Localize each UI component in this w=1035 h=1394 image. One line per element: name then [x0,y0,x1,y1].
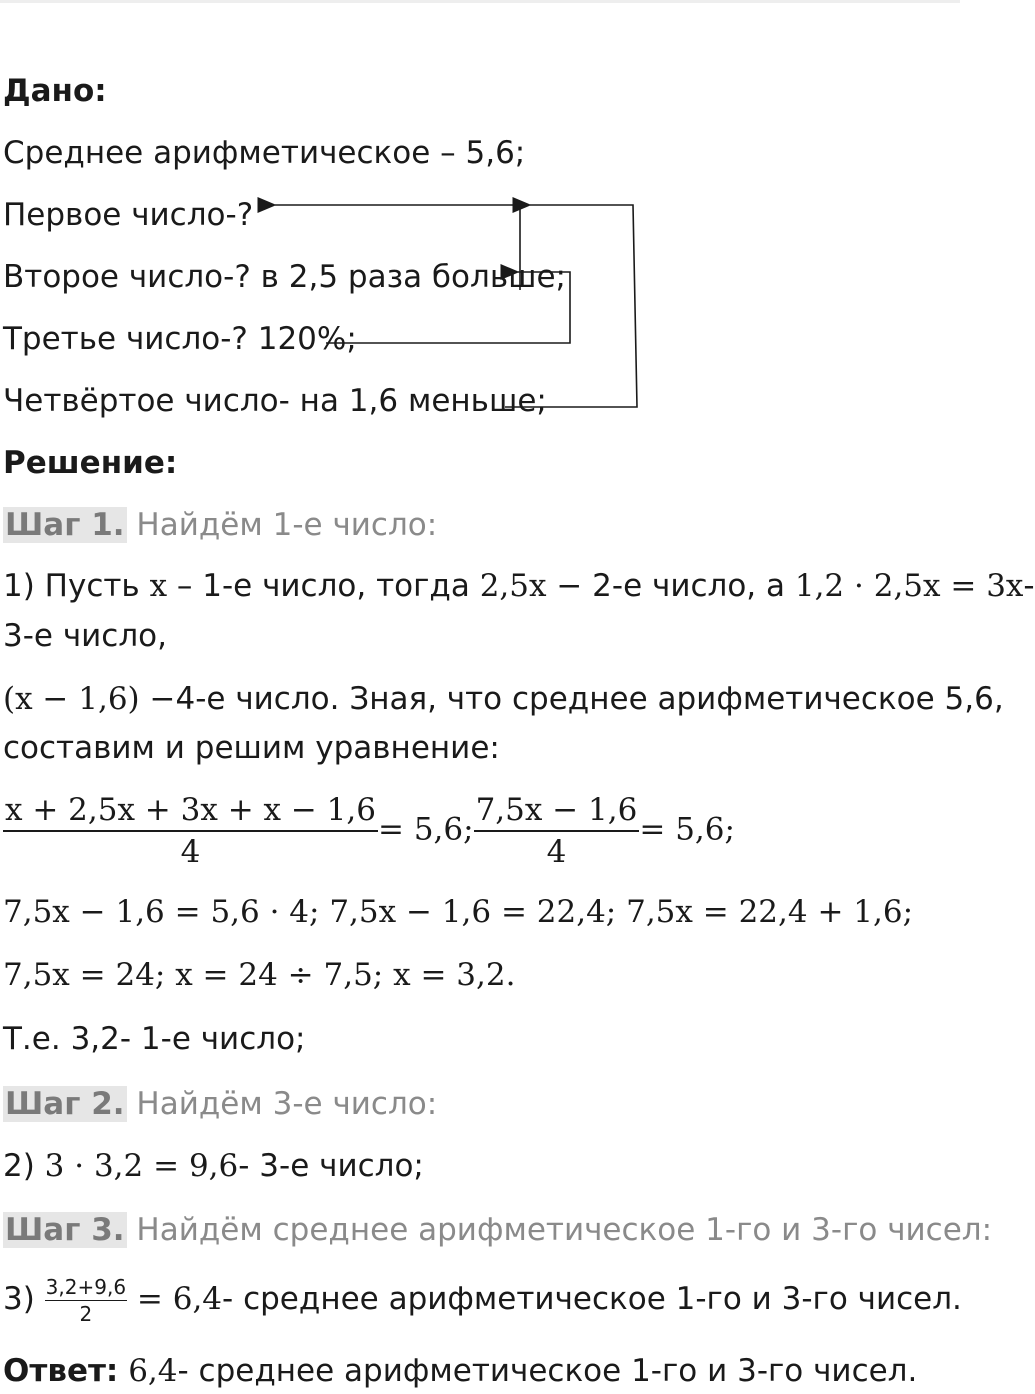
text-part: = 5,6; [639,811,735,848]
text-part: - [1023,568,1035,604]
step1-line3 [3,680,1004,718]
step2-line1 [3,1147,424,1185]
math-third: 1,2 · 2,5x = 3x [794,568,1024,604]
given-heading: Дано: [3,73,107,109]
text-part: 3) [3,1281,45,1317]
answer-line [3,1352,917,1390]
step3-label: Шаг 3. [5,1212,125,1248]
text-part: = 5,6; [378,811,474,848]
step1-header [3,506,437,544]
text-part: - среднее арифметическое 1-го и 3-го чисел. [222,1281,962,1317]
answer-value: 6,4 [128,1353,178,1389]
math-part: 3 · 3,2 = 9,6 [44,1148,239,1184]
step2-header [3,1085,437,1123]
step1-line2: 3-е число, [3,618,167,654]
given-third: Третье число-? 120%; [3,321,357,357]
step1-title: Найдём 1-е число: [136,507,438,543]
step1-line8: Т.е. 3,2- 1-е число; [3,1021,306,1057]
fraction-numerator: 3,2+9,6 [45,1275,127,1299]
given-mean: Среднее арифметическое – 5,6; [3,135,526,171]
text-part: - 3-е число; [238,1148,424,1184]
step1-line4: составим и решим уравнение: [3,730,500,766]
step1-line7: 7,5x = 24; x = 24 ÷ 7,5; x = 3,2. [3,957,516,993]
solution-heading: Решение: [3,445,178,481]
text-part: 1) Пусть [3,568,150,604]
step2-label: Шаг 2. [5,1086,125,1122]
fraction-numerator: 7,5x − 1,6 [474,790,640,832]
arrow-fourth-to-first [505,205,637,407]
fraction-denominator: 2 [79,1302,93,1326]
given-first: Первое число-? [3,197,254,233]
step2-title: Найдём 3-е число: [136,1086,438,1122]
text-part: 4-е число. Зная, что среднее арифметическое 5,6, [175,681,1004,717]
step3-header [3,1211,992,1249]
text-part: 2-е число, а [582,568,795,604]
text-part: – 1-е число, тогда [167,568,480,604]
math-fourth: (x − 1,6) − [3,681,176,717]
fraction-denominator: 4 [180,834,201,870]
fraction-mean [45,1274,127,1327]
step1-label: Шаг 1. [5,507,125,543]
fraction-sum [3,790,378,872]
math-part: = 6,4 [136,1281,223,1317]
fraction-numerator: x + 2,5x + 3x + x − 1,6 [3,790,378,832]
arrow-second-to-first [275,205,520,290]
step1-equation [3,790,735,872]
fraction-denominator: 4 [546,834,567,870]
answer-text: - среднее арифметическое 1-го и 3-го чисел. [177,1353,918,1389]
fraction-simplified [474,790,640,872]
step1-line1 [3,567,1035,605]
step1-line6: 7,5x − 1,6 = 5,6 · 4; 7,5x − 1,6 = 22,4; 7,5x = 22,4 + 1,6; [3,894,914,930]
step3-line1 [3,1274,962,1327]
given-second: Второе число-? в 2,5 раза больше; [3,259,566,295]
math-x: x [149,568,168,604]
math-second: 2,5x − [479,568,583,604]
relation-arrows [0,0,960,420]
given-fourth: Четвёртое число- на 1,6 меньше; [3,383,547,419]
text-part: 2) [3,1148,45,1184]
answer-label: Ответ: [3,1353,119,1389]
arrow-third-to-second [326,272,570,343]
step3-title: Найдём среднее арифметическое 1-го и 3-го чисел: [136,1212,993,1248]
